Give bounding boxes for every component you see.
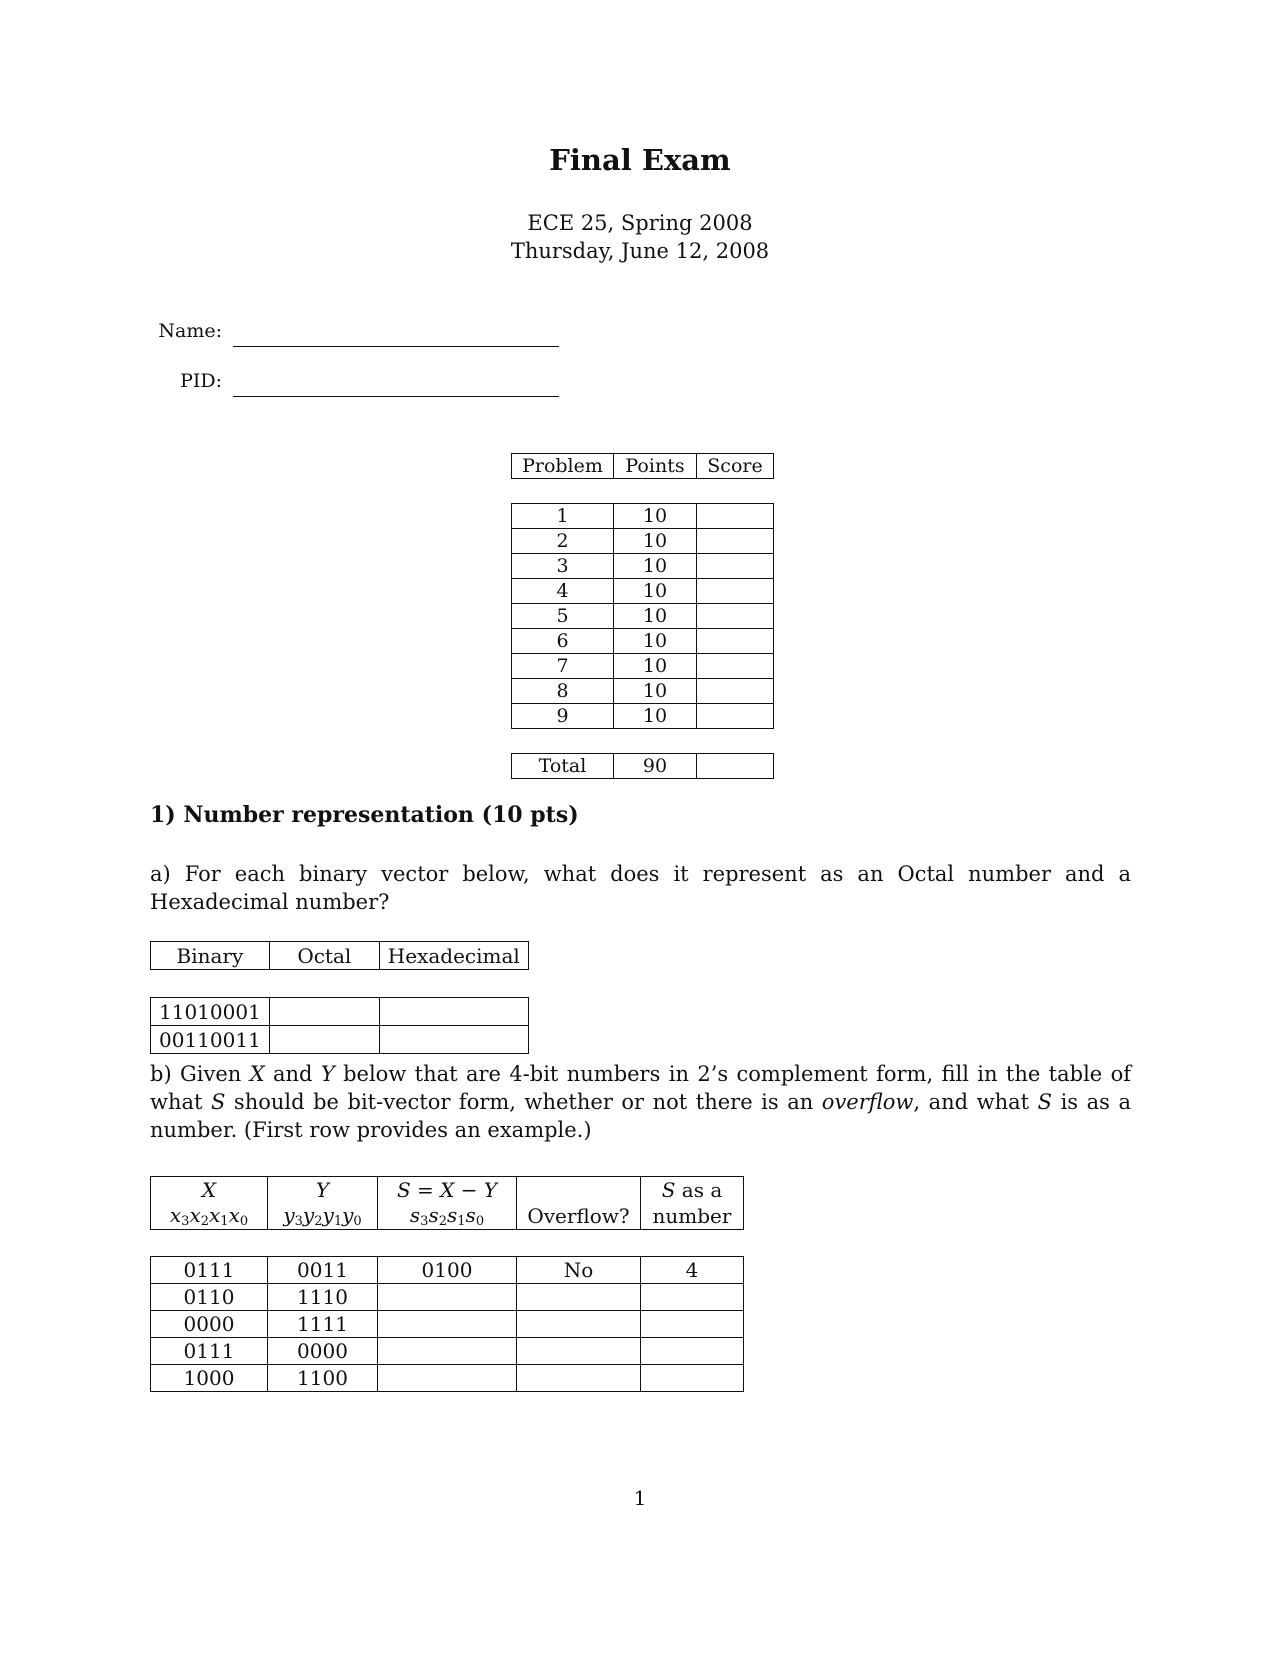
problem-points: 10 bbox=[614, 554, 697, 579]
octal-answer-cell bbox=[269, 1026, 379, 1054]
total-row bbox=[512, 754, 774, 779]
problem-points: 10 bbox=[614, 504, 697, 529]
overflow-value bbox=[517, 1338, 641, 1365]
table-row bbox=[512, 704, 774, 729]
page-number: 1 bbox=[633, 1486, 647, 1510]
score-table bbox=[511, 453, 774, 779]
total-score-cell bbox=[697, 754, 774, 779]
x-value: 0000 bbox=[151, 1311, 268, 1338]
header-binary: Binary bbox=[151, 942, 270, 970]
score-table-header bbox=[512, 454, 774, 479]
s-value bbox=[378, 1284, 517, 1311]
header-y: Y bbox=[268, 1177, 378, 1204]
table-row bbox=[512, 529, 774, 554]
header-y-bits: $y_3y_2y_1y_0$ bbox=[268, 1203, 378, 1230]
overflow-value bbox=[517, 1284, 641, 1311]
y-value: 1100 bbox=[268, 1365, 378, 1392]
table-row bbox=[512, 679, 774, 704]
total-label: Total bbox=[512, 754, 614, 779]
s-value bbox=[378, 1338, 517, 1365]
binary-value: 11010001 bbox=[151, 998, 270, 1026]
table-row bbox=[512, 604, 774, 629]
name-label: Name: bbox=[158, 320, 222, 342]
y-value: 0011 bbox=[268, 1257, 378, 1284]
table-row bbox=[151, 1257, 744, 1284]
y-value: 1110 bbox=[268, 1284, 378, 1311]
score-cell bbox=[697, 679, 774, 704]
header-problem: Problem bbox=[512, 454, 614, 479]
problem-number: 4 bbox=[512, 579, 614, 604]
problem-points: 10 bbox=[614, 654, 697, 679]
header-s: S = X − Y bbox=[378, 1177, 517, 1204]
number-value bbox=[641, 1284, 744, 1311]
x-value: 0110 bbox=[151, 1284, 268, 1311]
problem-points: 10 bbox=[614, 629, 697, 654]
score-cell bbox=[697, 604, 774, 629]
hex-answer-cell bbox=[379, 1026, 528, 1054]
header-hexadecimal: Hexadecimal bbox=[379, 942, 528, 970]
exam-title: Final Exam bbox=[549, 143, 731, 177]
y-value: 0000 bbox=[268, 1338, 378, 1365]
table-row bbox=[512, 579, 774, 604]
table-row bbox=[512, 654, 774, 679]
header-score: Score bbox=[697, 454, 774, 479]
table-row bbox=[151, 1284, 744, 1311]
course-info: ECE 25, Spring 2008 bbox=[527, 211, 753, 235]
header-points: Points bbox=[614, 454, 697, 479]
score-cell bbox=[697, 629, 774, 654]
problem-number: 6 bbox=[512, 629, 614, 654]
problem-number: 8 bbox=[512, 679, 614, 704]
subtraction-header-row-1 bbox=[151, 1177, 744, 1204]
s-value bbox=[378, 1365, 517, 1392]
problem-points: 10 bbox=[614, 679, 697, 704]
y-value: 1111 bbox=[268, 1311, 378, 1338]
header-x-bits: $x_3x_2x_1x_0$ bbox=[151, 1203, 268, 1230]
name-field[interactable] bbox=[233, 346, 559, 347]
number-value bbox=[641, 1311, 744, 1338]
hex-answer-cell bbox=[379, 998, 528, 1026]
exam-date: Thursday, June 12, 2008 bbox=[510, 239, 770, 263]
x-value: 0111 bbox=[151, 1257, 268, 1284]
table-row bbox=[151, 1311, 744, 1338]
problem-points: 10 bbox=[614, 579, 697, 604]
table-row bbox=[512, 554, 774, 579]
pid-label: PID: bbox=[180, 370, 222, 392]
number-value: 4 bbox=[641, 1257, 744, 1284]
overflow-value bbox=[517, 1311, 641, 1338]
header-overflow: Overflow? bbox=[517, 1203, 641, 1230]
problem-number: 3 bbox=[512, 554, 614, 579]
header-s-number: number bbox=[641, 1203, 744, 1230]
total-points: 90 bbox=[614, 754, 697, 779]
header-x: X bbox=[151, 1177, 268, 1204]
subtraction-header-row-2 bbox=[151, 1203, 744, 1230]
problem-number: 7 bbox=[512, 654, 614, 679]
overflow-value: No bbox=[517, 1257, 641, 1284]
pid-field[interactable] bbox=[233, 396, 559, 397]
score-cell bbox=[697, 704, 774, 729]
overflow-value bbox=[517, 1365, 641, 1392]
x-value: 0111 bbox=[151, 1338, 268, 1365]
s-value bbox=[378, 1311, 517, 1338]
problem-points: 10 bbox=[614, 704, 697, 729]
table-row bbox=[512, 504, 774, 529]
score-cell bbox=[697, 554, 774, 579]
binary-value: 00110011 bbox=[151, 1026, 270, 1054]
conversion-table-header bbox=[151, 942, 529, 970]
score-cell bbox=[697, 579, 774, 604]
header-octal: Octal bbox=[269, 942, 379, 970]
table-row bbox=[151, 998, 529, 1026]
score-cell bbox=[697, 529, 774, 554]
number-value bbox=[641, 1338, 744, 1365]
s-value: 0100 bbox=[378, 1257, 517, 1284]
problem-number: 9 bbox=[512, 704, 614, 729]
subtraction-table bbox=[150, 1176, 744, 1392]
score-cell bbox=[697, 504, 774, 529]
table-row bbox=[151, 1026, 529, 1054]
score-cell bbox=[697, 654, 774, 679]
problem-number: 5 bbox=[512, 604, 614, 629]
problem-1-heading: 1) Number representation (10 pts) bbox=[150, 802, 579, 828]
table-row bbox=[512, 629, 774, 654]
header-overflow-top bbox=[517, 1177, 641, 1204]
number-value bbox=[641, 1365, 744, 1392]
problem-points: 10 bbox=[614, 529, 697, 554]
x-value: 1000 bbox=[151, 1365, 268, 1392]
header-s-number-top: S as a bbox=[641, 1177, 744, 1204]
problem-points: 10 bbox=[614, 604, 697, 629]
header-s-bits: $s_3s_2s_1s_0$ bbox=[378, 1203, 517, 1230]
table-row bbox=[151, 1365, 744, 1392]
problem-number: 1 bbox=[512, 504, 614, 529]
part-b-text: b) Given X and Y below that are 4-bit numbers in 2’s complement form, fill in the table of what S should be bit-vector form, whether or not there is an overflow, and what S is as a number. (First row provides an example.) bbox=[150, 1062, 1131, 1142]
problem-number: 2 bbox=[512, 529, 614, 554]
octal-answer-cell bbox=[269, 998, 379, 1026]
table-row bbox=[151, 1338, 744, 1365]
part-a-text: a) For each binary vector below, what does it represent as an Octal number and a Hexadecimal number? bbox=[150, 862, 1131, 914]
conversion-table bbox=[150, 941, 529, 1054]
